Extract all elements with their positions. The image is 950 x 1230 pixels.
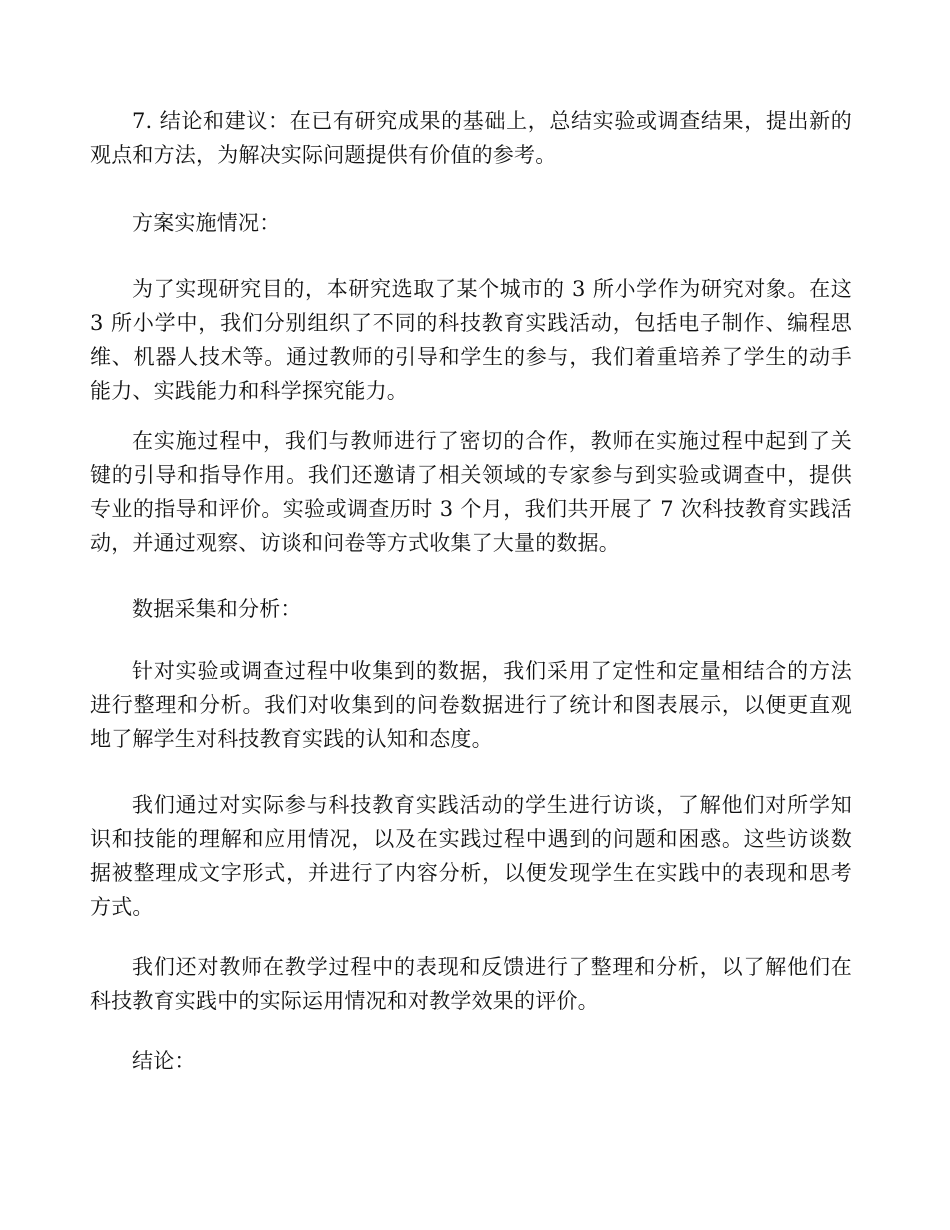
paragraph-student-interviews: 我们通过对实际参与科技教育实践活动的学生进行访谈，了解他们对所学知识和技能的理解和应用情况，以及在实践过程中遇到的问题和困惑。这些访谈数据被整理成文字形式，并进行了内容分析，以便发现学生在实践中的表现和思考方式。	[90, 793, 852, 919]
paragraph-conclusions-recommendations: 7. 结论和建议：在已有研究成果的基础上，总结实验或调查结果，提出新的观点和方法，为解决实际问题提供有价值的参考。	[90, 109, 852, 167]
paragraph-implementation-overview: 为了实现研究目的，本研究选取了某个城市的 3 所小学作为研究对象。在这 3 所小学中，我们分别组织了不同的科技教育实践活动，包括电子制作、编程思维、机器人技术等。通过教师的引导和学生的参与，我们着重培养了学生的动手能力、实践能力和科学探究能力。	[90, 277, 852, 403]
heading-implementation: 方案实施情况：	[132, 211, 281, 235]
paragraph-implementation-process: 在实施过程中，我们与教师进行了密切的合作，教师在实施过程中起到了关键的引导和指导作用。我们还邀请了相关领域的专家参与到实验或调查中，提供专业的指导和评价。实验或调查历时 3 个月，我们共开展了 7 次科技教育实践活动，并通过观察、访谈和问卷等方式收集了大量的数据。	[90, 429, 852, 555]
paragraph-teacher-feedback: 我们还对教师在教学过程中的表现和反馈进行了整理和分析，以了解他们在科技教育实践中的实际运用情况和对教学效果的评价。	[90, 955, 852, 1013]
heading-conclusion: 结论：	[132, 1049, 196, 1073]
heading-data-collection-analysis: 数据采集和分析：	[132, 597, 302, 621]
paragraph-data-analysis-methods: 针对实验或调查过程中收集到的数据，我们采用了定性和定量相结合的方法进行整理和分析。我们对收集到的问卷数据进行了统计和图表展示，以便更直观地了解学生对科技教育实践的认知和态度。	[90, 659, 852, 751]
